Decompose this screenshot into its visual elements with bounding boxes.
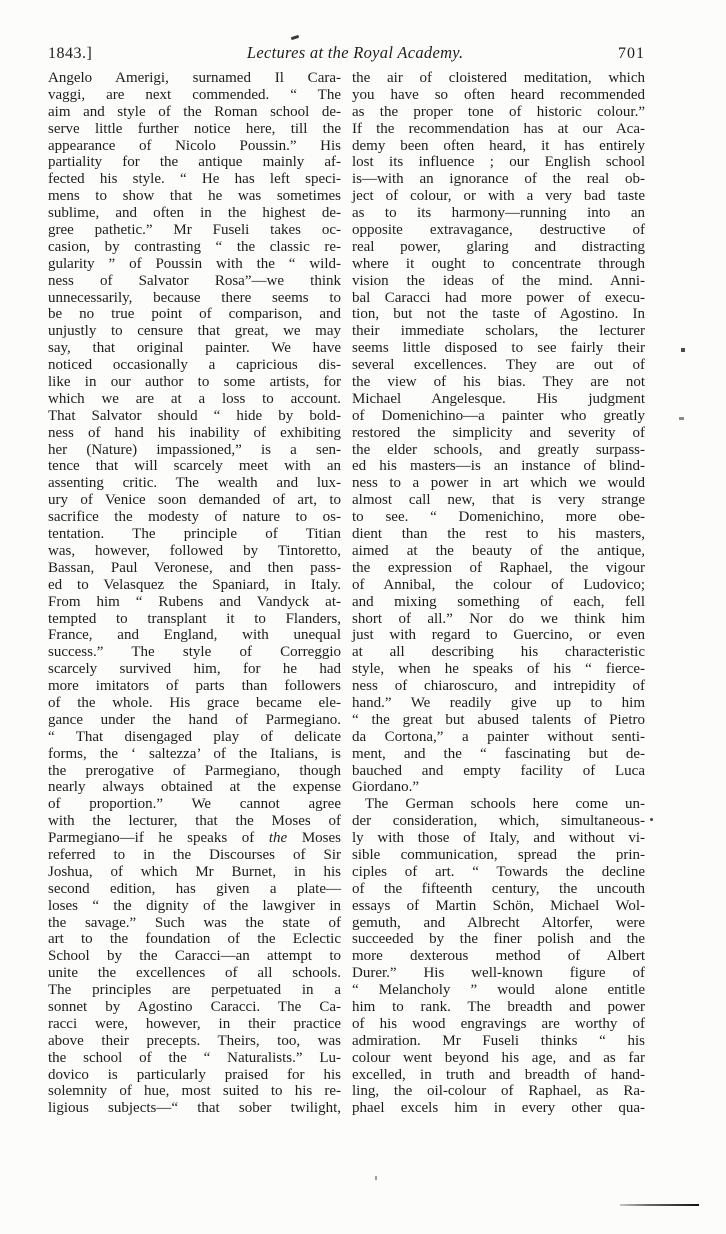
- text-line: ness to a power in art which we would: [352, 475, 645, 492]
- text-line: the elder schools, and greatly surpass-: [352, 441, 645, 458]
- text-line: second edition, has given a plate—: [48, 880, 341, 897]
- text-line: Bassan, Paul Veronese, and then pass-: [48, 559, 341, 576]
- text-line: essays of Martin Schön, Michael Wol-: [352, 897, 645, 914]
- text-line: style, when he speaks of his “ fierce-: [352, 661, 645, 678]
- text-line: referred to in the Discourses of Sir: [48, 846, 341, 863]
- text-line: the school of the “ Naturalists.” Lu-: [48, 1049, 341, 1066]
- text-line: art to the foundation of the Eclectic: [48, 931, 341, 948]
- text-line: which we are at a loss to account.: [48, 390, 341, 407]
- header-year: 1843.]: [48, 45, 93, 62]
- text-line: The principles are perpetuated in a: [48, 982, 341, 999]
- text-line: lost its influence ; our English school: [352, 154, 645, 171]
- text-line: several excellences. They are out of: [352, 357, 645, 374]
- text-line: success.” The style of Correggio: [48, 644, 341, 661]
- text-line: serve little further notice here, till the: [48, 120, 341, 137]
- text-line: Joshua, of which Mr Burnet, in his: [48, 863, 341, 880]
- text-line: “ Melancholy ” would alone entitle: [352, 982, 645, 999]
- text-line: seems little disposed to see fairly their: [352, 340, 645, 357]
- text-line: “ the great but abused talents of Pietro: [352, 711, 645, 728]
- text-line: like in our author to some artists, for: [48, 374, 341, 391]
- text-line: racci were, however, in their practice: [48, 1015, 341, 1032]
- text-line: Parmegiano—if he speaks of the Moses: [48, 830, 341, 847]
- text-line: sible communication, spread the prin-: [352, 846, 645, 863]
- text-line: short of all.” Nor do we think him: [352, 610, 645, 627]
- column-left: [48, 70, 341, 1117]
- text-line: as to its harmony—running into an: [352, 205, 645, 222]
- text-line: of Domenichino—a painter who greatly: [352, 407, 645, 424]
- text-line: Giordano.”: [352, 779, 420, 796]
- text-line: excelled, in truth and breadth of hand-: [352, 1066, 645, 1083]
- text-line: where it ought to concentrate through: [352, 255, 645, 272]
- page-header: [48, 43, 645, 63]
- text-line: aimed at the beauty of the antique,: [352, 542, 645, 559]
- text-line: at all describing his characteristic: [352, 644, 645, 661]
- text-line: of his wood engravings are worthy of: [352, 1015, 645, 1032]
- text-line: the air of cloistered meditation, which: [352, 70, 645, 86]
- text-line: ligious subjects—“ that sober twilight,: [48, 1100, 341, 1117]
- text-line: with the lecturer, that the Moses of: [48, 813, 341, 830]
- text-line: loses “ the dignity of the lawgiver in: [48, 897, 341, 914]
- text-line: ment, and the “ fascinating but de-: [352, 745, 645, 762]
- text-columns: [48, 70, 645, 1117]
- text-line: Michael Angelesque. His judgment: [352, 390, 645, 407]
- scan-line-artifact: [620, 1204, 699, 1206]
- text-line: him to rank. The breadth and power: [352, 998, 645, 1015]
- text-line: more dexterous method of Albert: [352, 948, 645, 965]
- text-line: you have so often heard recommended: [352, 86, 645, 103]
- text-line: say, that original painter. We have: [48, 340, 341, 357]
- ink-speck: [291, 35, 300, 40]
- text-line: sublime, and often in the highest de-: [48, 205, 341, 222]
- text-line: their immediate scholars, the lecturer: [352, 323, 645, 340]
- text-line: her (Nature) impassioned,” is a sen-: [48, 441, 341, 458]
- text-line: From him “ Rubens and Vandyck at-: [48, 593, 341, 610]
- text-line: aim and style of the Roman school de-: [48, 103, 341, 120]
- ink-speck: [681, 348, 685, 352]
- text-line: unnecessarily, because there seems to: [48, 289, 341, 306]
- text-line: ness of chiaroscuro, and intrepidity of: [352, 678, 645, 695]
- text-line: “ That disengaged play of delicate: [48, 728, 341, 745]
- text-line: nearly always obtained at the expense: [48, 779, 341, 796]
- column-right: [352, 70, 645, 1117]
- text-line: ness of hand his inability of exhibiting: [48, 424, 341, 441]
- text-line: bauched and empty facility of Luca: [352, 762, 645, 779]
- text-line: appearance of Nicolo Poussin.” His: [48, 137, 341, 154]
- text-line: of Annibal, the colour of Ludovico;: [352, 576, 645, 593]
- text-line: more imitators of parts than followers: [48, 678, 341, 695]
- text-line: partiality for the antique mainly af-: [48, 154, 341, 171]
- text-line: admiration. Mr Fuseli thinks “ his: [352, 1032, 645, 1049]
- text-line: gance under the hand of Parmegiano.: [48, 711, 341, 728]
- text-line: demy been often heard, it has entirely: [352, 137, 645, 154]
- text-line: tence that will scarcely meet with an: [48, 458, 341, 475]
- text-line: casion, by contrasting “ the classic re-: [48, 238, 341, 255]
- text-line: is—with an ignorance of the real ob-: [352, 171, 645, 188]
- header-title: Lectures at the Royal Academy.: [246, 43, 464, 62]
- text-line: succeeded by the finer polish and the: [352, 931, 645, 948]
- text-line: ciples of art. “ Towards the decline: [352, 863, 645, 880]
- text-line: of the whole. His grace became ele-: [48, 694, 341, 711]
- text-line: dient than the rest to his masters,: [352, 526, 645, 543]
- text-line: tentation. The principle of Titian: [48, 526, 341, 543]
- text-line: tion, but not the taste of Agostino. In: [352, 306, 645, 323]
- text-line: gularity ” of Poussin with the “ wild-: [48, 255, 341, 272]
- text-line: ly with those of Italy, and without vi-: [352, 830, 645, 847]
- text-line: just with regard to Guercino, or even: [352, 627, 645, 644]
- text-line: France, and England, with unequal: [48, 627, 341, 644]
- text-line: sonnet by Agostino Caracci. The Ca-: [48, 998, 341, 1015]
- text-line: colour went beyond his age, and as far: [352, 1049, 645, 1066]
- text-line: That Salvator should “ hide by bold-: [48, 407, 341, 424]
- text-line: sacrifice the modesty of nature to os-: [48, 509, 341, 526]
- text-line: noticed occasionally a capricious dis-: [48, 357, 341, 374]
- text-line: If the recommendation has at our Aca-: [352, 120, 645, 137]
- text-line: Durer.” His well-known figure of: [352, 965, 645, 982]
- text-line: solemnity of hue, most suited to his re-: [48, 1083, 341, 1100]
- text-line: was, however, followed by Tintoretto,: [48, 542, 341, 559]
- text-line: the prerogative of Parmegiano, though: [48, 762, 341, 779]
- text-line: to see. “ Domenichino, more obe-: [352, 509, 645, 526]
- text-line: The German schools here come un-: [365, 796, 645, 813]
- text-line: mens to show that he was sometimes: [48, 188, 341, 205]
- text-line: gree pathetic.” Mr Fuseli takes oc-: [48, 222, 341, 239]
- text-line: unite the excellences of all schools.: [48, 965, 341, 982]
- text-line: restored the simplicity and severity of: [352, 424, 645, 441]
- ink-speck: [375, 1176, 377, 1180]
- text-line: be no true point of comparison, and: [48, 306, 341, 323]
- text-line: ed to Velasquez the Spaniard, in Italy.: [48, 576, 341, 593]
- text-line: phael excels him in every other qua-: [352, 1100, 645, 1117]
- text-line: forms, the ‘ saltezza’ of the Italians, is: [48, 745, 341, 762]
- text-line: ling, the oil-colour of Raphael, as Ra-: [352, 1083, 645, 1100]
- text-line: ject of colour, or with a very bad taste: [352, 188, 645, 205]
- text-line: the expression of Raphael, the vigour: [352, 559, 645, 576]
- text-line: vision the ideas of the mind. Anni-: [352, 272, 645, 289]
- text-line: real power, glaring and distracting: [352, 238, 645, 255]
- text-line: gemuth, and Albrecht Altorfer, were: [352, 914, 645, 931]
- ink-speck: [650, 818, 653, 821]
- text-line: da Cortona,” a painter without senti-: [352, 728, 645, 745]
- text-line: of the fifteenth century, the uncouth: [352, 880, 645, 897]
- text-line: above their precepts. Theirs, too, was: [48, 1032, 341, 1049]
- text-line: and mixing something of each, fell: [352, 593, 645, 610]
- text-line: of proportion.” We cannot agree: [48, 796, 341, 813]
- text-line: the view of his bias. They are not: [352, 374, 645, 391]
- text-line: assenting critic. The wealth and lux-: [48, 475, 341, 492]
- header-page-number: 701: [618, 45, 645, 62]
- text-line: der consideration, which, simultaneous-: [352, 813, 645, 830]
- text-line: hand.” We readily give up to him: [352, 694, 645, 711]
- text-line: tempted to transplant it to Flanders,: [48, 610, 341, 627]
- text-line: dovico is particularly praised for his: [48, 1066, 341, 1083]
- text-line: ness of Salvator Rosa”—we think: [48, 272, 341, 289]
- text-line: School by the Caracci—an attempt to: [48, 948, 341, 965]
- text-line: ury of Venice soon demanded of art, to: [48, 492, 341, 509]
- text-line: the savage.” Such was the state of: [48, 914, 341, 931]
- text-line: Angelo Amerigi, surnamed Il Cara-: [48, 70, 341, 86]
- text-line: unjustly to censure that great, we may: [48, 323, 341, 340]
- text-line: bal Caracci had more power of execu-: [352, 289, 645, 306]
- text-line: ed his masters—is an instance of blind-: [352, 458, 645, 475]
- text-line: as the proper tone of historic colour.”: [352, 103, 645, 120]
- ink-speck: [679, 417, 684, 420]
- text-line: vaggi, are next commended. “ The: [48, 86, 341, 103]
- text-line: fected his style. “ He has left speci-: [48, 171, 341, 188]
- text-line: scarcely survived him, for he had: [48, 661, 341, 678]
- text-line: opposite extravagance, destructive of: [352, 222, 645, 239]
- text-line: almost call new, that is very strange: [352, 492, 645, 509]
